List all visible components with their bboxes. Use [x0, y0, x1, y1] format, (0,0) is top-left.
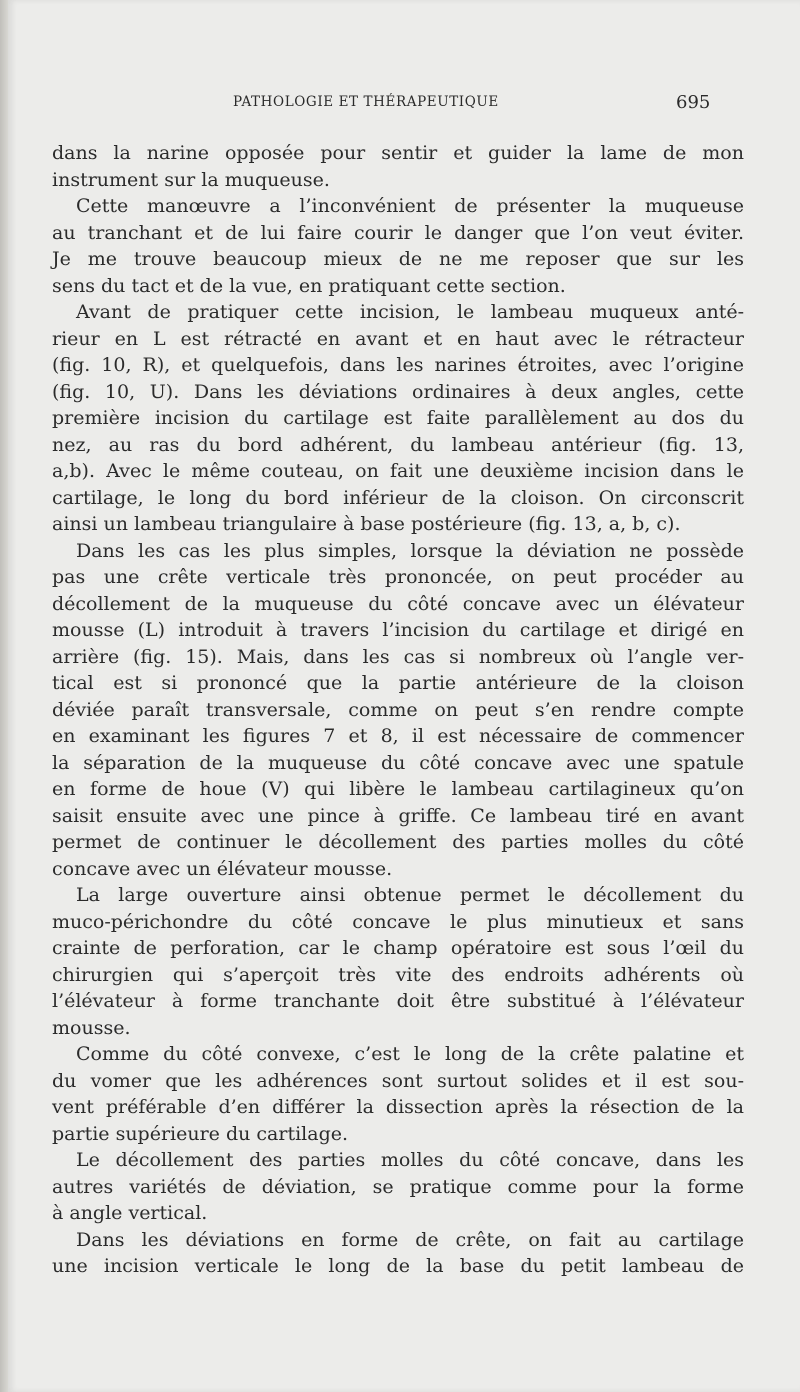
text-line: mousse. [52, 1016, 131, 1039]
text-line: (fig. 10, R), et quelquefois, dans les narines étroites, avec l’origine [52, 354, 744, 376]
body-text [52, 140, 744, 1280]
text-line: arrière (fig. 15). Mais, dans les cas si nombreux où l’angle ver- [52, 645, 744, 668]
text-line: crainte de perforation, car le champ opératoire est sous l’œil du [52, 937, 744, 959]
text-line: Comme du côté convexe, c’est le long de la crête palatine et [76, 1043, 744, 1065]
text-line: vent préférable d’en différer la dissection après la résection de la [52, 1096, 744, 1118]
text-line: saisit ensuite avec une pince à griffe. Ce lambeau tiré en avant [52, 804, 744, 827]
text-line: Je me trouve beaucoup mieux de ne me reposer que sur les [52, 248, 744, 270]
text-line: rieur en L est rétracté en avant et en haut avec le rétracteur [52, 327, 744, 350]
running-title: PATHOLOGIE ET THÉRAPEUTIQUE [233, 94, 499, 110]
text-line: autres variétés de déviation, se pratique comme pour la forme [52, 1175, 744, 1198]
text-line: décollement de la muqueuse du côté concave avec un élévateur [52, 592, 744, 615]
text-line: du vomer que les adhérences sont surtout solides et il est sou- [52, 1069, 744, 1092]
book-spine-shadow [0, 0, 8, 1392]
text-line: en forme de houe (V) qui libère le lambeau cartilagineux qu’on [52, 778, 744, 800]
text-line: mousse (L) introduit à travers l’incision du cartilage et dirigé en [52, 619, 744, 641]
text-line: une incision verticale le long de la base du petit lambeau de [52, 1255, 744, 1277]
text-line: à angle vertical. [52, 1202, 208, 1224]
text-line: pas une crête verticale très prononcée, on peut procéder au [52, 566, 744, 588]
text-line: au tranchant et de lui faire courir le danger que l’on veut éviter. [52, 221, 744, 244]
text-line: en examinant les figures 7 et 8, il est nécessaire de commencer [52, 725, 744, 747]
text-line: Avant de pratiquer cette incision, le lambeau muqueux anté- [76, 301, 744, 323]
text-line: première incision du cartilage est faite parallèlement au dos du [52, 407, 744, 429]
text-line: (fig. 10, U). Dans les déviations ordinaires à deux angles, cette [52, 380, 744, 403]
text-line: La large ouverture ainsi obtenue permet le décollement du [76, 884, 744, 906]
text-line: chirurgien qui s’aperçoit très vite des endroits adhérents où [52, 963, 744, 986]
text-line: tical est si prononcé que la partie antérieure de la cloison [52, 672, 744, 694]
text-line: l’élévateur à forme tranchante doit être substitué à l’élévateur [52, 990, 744, 1012]
book-page [8, 0, 800, 1392]
text-line: la séparation de la muqueuse du côté concave avec une spatule [52, 751, 744, 774]
text-line: permet de continuer le décollement des parties molles du côté [52, 831, 744, 853]
text-line: dans la narine opposée pour sentir et guider la lame de mon [52, 142, 744, 164]
text-line: déviée paraît transversale, comme on peut s’en rendre compte [52, 698, 744, 721]
text-line: muco-périchondre du côté concave le plus minutieux et sans [52, 910, 744, 933]
text-line: instrument sur la muqueuse. [52, 168, 330, 191]
text-line: nez, au ras du bord adhérent, du lambeau antérieur (fig. 13, [52, 433, 744, 456]
text-line: Cette manœuvre a l’inconvénient de présenter la muqueuse [76, 195, 744, 217]
text-line: Dans les cas les plus simples, lorsque la déviation ne possède [76, 539, 744, 562]
text-line: Dans les déviations en forme de crête, on fait au cartilage [76, 1228, 744, 1251]
text-line: sens du tact et de la vue, en pratiquant cette section. [52, 274, 566, 297]
page-header [8, 92, 800, 122]
text-line: ainsi un lambeau triangulaire à base postérieure (fig. 13, a, b, c). [52, 513, 681, 535]
text-line: partie supérieure du cartilage. [52, 1122, 349, 1145]
text-line: Le décollement des parties molles du côté concave, dans les [76, 1149, 744, 1171]
text-line: cartilage, le long du bord inférieur de la cloison. On circonscrit [52, 486, 744, 509]
text-line: a,b). Avec le même couteau, on fait une deuxième incision dans le [52, 460, 744, 482]
text-line: concave avec un élévateur mousse. [52, 857, 393, 880]
page-number: 695 [676, 92, 711, 113]
